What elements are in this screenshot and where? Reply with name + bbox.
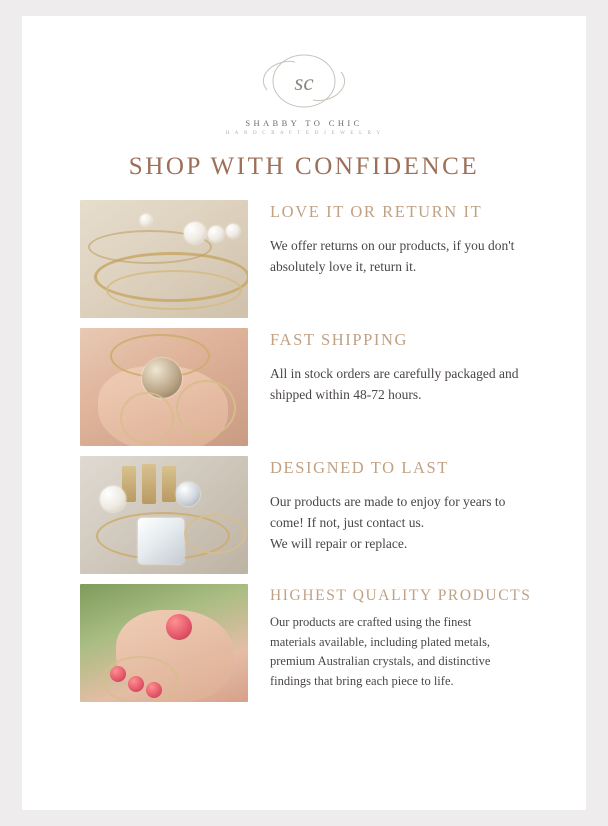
section-body: All in stock orders are carefully packaged and shipped within 48-72 hours. (270, 365, 519, 402)
section-body (270, 491, 538, 555)
gold-chain-bracelet-photo (80, 200, 248, 318)
coin-pendant-necklace-in-hand-photo (80, 328, 248, 446)
page-title: SHOP WITH CONFIDENCE (128, 153, 480, 180)
list-item (80, 200, 546, 318)
list-item (80, 584, 546, 702)
list-item (80, 456, 546, 574)
section-heading: DESIGNED TO LAST (270, 458, 449, 477)
monogram-icon (249, 50, 359, 112)
list-item (80, 328, 546, 446)
section-heading-line-2: PRODUCTS (437, 587, 532, 604)
section-heading (270, 586, 546, 605)
section-body-line-2: We will repair or replace. (270, 536, 408, 552)
section-heading: LOVE IT OR RETURN IT (270, 202, 483, 221)
section-body: We offer returns on our products, if you don't absolutely love it, return it. (270, 237, 515, 274)
benefits-list (22, 200, 586, 702)
pink-crystal-ring-on-hand-photo (80, 584, 248, 702)
section-heading: FAST SHIPPING (270, 330, 409, 349)
section-body: Our products are crafted using the finest materials available, including plated metals, premium Australian crystals, and distinctive findings that bring each piece to life. (270, 615, 491, 688)
brand-logo-block (22, 50, 586, 136)
svg-text:sc: sc (294, 70, 314, 95)
section-heading-line-1: HIGHEST QUALITY (270, 587, 433, 604)
crystal-bracelet-and-cuff-photo (80, 456, 248, 574)
brand-tagline: H A N D C R A F T E D J E W E L R Y (225, 131, 383, 136)
brand-name: SHABBY TO CHIC (245, 118, 363, 128)
section-body-line-1: Our products are made to enjoy for years to come! If not, just contact us. (270, 493, 506, 530)
document-sheet (22, 16, 586, 810)
